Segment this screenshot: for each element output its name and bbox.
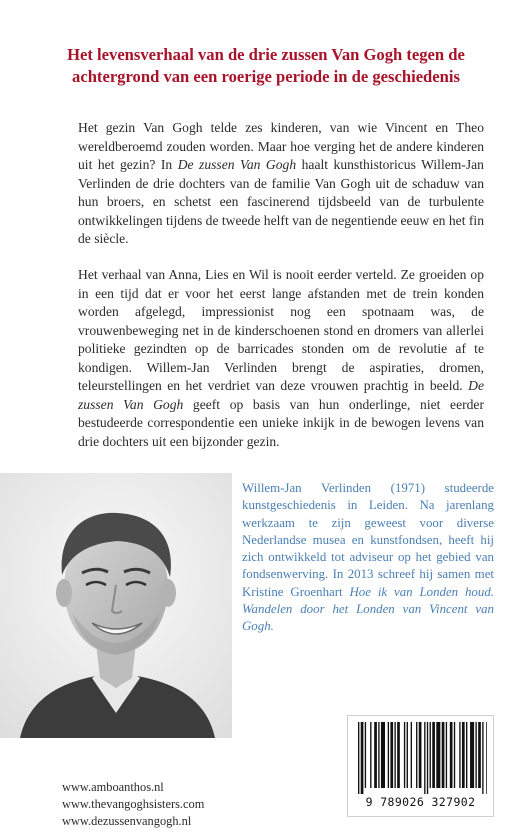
website-link-thevangoghsisters[interactable]: www.thevangoghsisters.com (62, 796, 205, 811)
barcode-bar (404, 722, 405, 788)
author-photo (0, 473, 232, 738)
barcode-bar (419, 722, 422, 788)
barcode-bar (442, 722, 445, 788)
website-list (62, 779, 322, 829)
barcode-bars (354, 722, 487, 794)
tagline-line-1: Het levensverhaal van de drie zussen Van Gogh tegen de (67, 45, 465, 64)
tagline (40, 44, 492, 88)
paragraph-2-text-a: Het verhaal van Anna, Lies en Wil is nooit eerder verteld. Ze groeiden op in een tijd dat er voor het eerst lange afstanden met de trein konden worden afgelegd, impressionist nog een spotnaam was, de vrouwenbeweging net in de kinderschoenen stond en dromers van allerlei politieke gezindten op de barricades stonden om de revolutie af te kondigen. Willem-Jan Verlinden brengt de aspiraties, dromen, teleurstellingen en het verdriet van deze vrouwen prachtig in beeld. (78, 267, 484, 393)
author-bio-text: Willem-Jan Verlinden (1971) studeerde kunstgeschiedenis in Leiden. Na jarenlang werkzaam te zijn geweest voor diverse Nederlandse musea en kunstfondsen, heeft hij zich ontwikkeld tot adviseur op het gebied van fondsenwerving. In 2013 schreef hij samen met Kristine Groenhart (242, 481, 494, 599)
barcode-bar (427, 722, 428, 794)
tagline-line-2: achtergrond van een roerige periode in de geschiedenis (72, 67, 460, 86)
barcode-bar (454, 722, 455, 788)
barcode-bar (436, 722, 440, 788)
barcode-bar (374, 722, 377, 788)
isbn-barcode (347, 715, 494, 817)
barcode-bar (381, 722, 385, 788)
barcode-bar (358, 722, 359, 794)
barcode-bar (486, 722, 487, 794)
barcode-bar (378, 722, 379, 788)
paragraph-1-text-b: haalt kunsthistoricus Willem-Jan Verlinden de drie dochters van de familie Van Gogh uit de schaduw van hun broers, en schetst een fascinerend tijdsbeeld van de turbulente ontwikkelingen tijdens de tweede helft van de negentiende eeuw en het fin de siècle. (78, 157, 484, 246)
barcode-bar (390, 722, 393, 788)
description-paragraph-1 (78, 119, 484, 249)
barcode-bar (411, 722, 412, 788)
barcode-bar (416, 722, 417, 788)
author-bio (242, 480, 494, 636)
website-link-amboanthos[interactable]: www.amboanthos.nl (62, 780, 164, 794)
paragraph-1-text-a: Het gezin Van Gogh telde zes kinderen, van wie Vincent en Theo wereldberoemd zouden worden. Maar hoe verging het de andere kinderen uit het gezin? In (78, 120, 484, 172)
barcode-bar (388, 722, 389, 788)
paragraph-2-text-b: geeft op basis van hun onderlinge, niet eerder bestudeerde correspondentie een unieke inkijk in de bewogen levens van drie dochters uit een bijzonder gezin. (78, 396, 484, 449)
barcode-bar (361, 722, 364, 794)
barcode-bar (370, 722, 371, 788)
barcode-bar (446, 722, 447, 788)
barcode-bar (450, 722, 453, 788)
barcode-bar (430, 722, 431, 788)
barcode-bar (424, 722, 425, 794)
barcode-bar (478, 722, 481, 788)
barcode-bar (466, 722, 467, 788)
barcode-bar (394, 722, 395, 788)
author-bio-book-title: Hoe ik van Londen houd. Wandelen door het Londen van Vincent van Gogh. (242, 584, 494, 634)
barcode-bar (462, 722, 465, 788)
barcode-bar (397, 722, 400, 788)
barcode-bar (475, 722, 476, 788)
barcode-bar (407, 722, 408, 788)
barcode-bar (365, 722, 366, 788)
isbn-number: 9 789026 327902 (365, 795, 476, 809)
paragraph-1-book-title: De zussen Van Gogh (177, 157, 297, 172)
description-paragraph-2 (78, 266, 484, 451)
author-portrait-illustration (0, 473, 232, 738)
barcode-bar (470, 722, 474, 788)
barcode-bar (482, 722, 483, 794)
barcode-bar (432, 722, 435, 788)
paragraph-2-book-title: De zussen Van Gogh (78, 378, 484, 412)
barcode-bar (459, 722, 460, 788)
website-link-dezussenvangogh[interactable]: www.dezussenvangogh.nl (62, 813, 192, 828)
